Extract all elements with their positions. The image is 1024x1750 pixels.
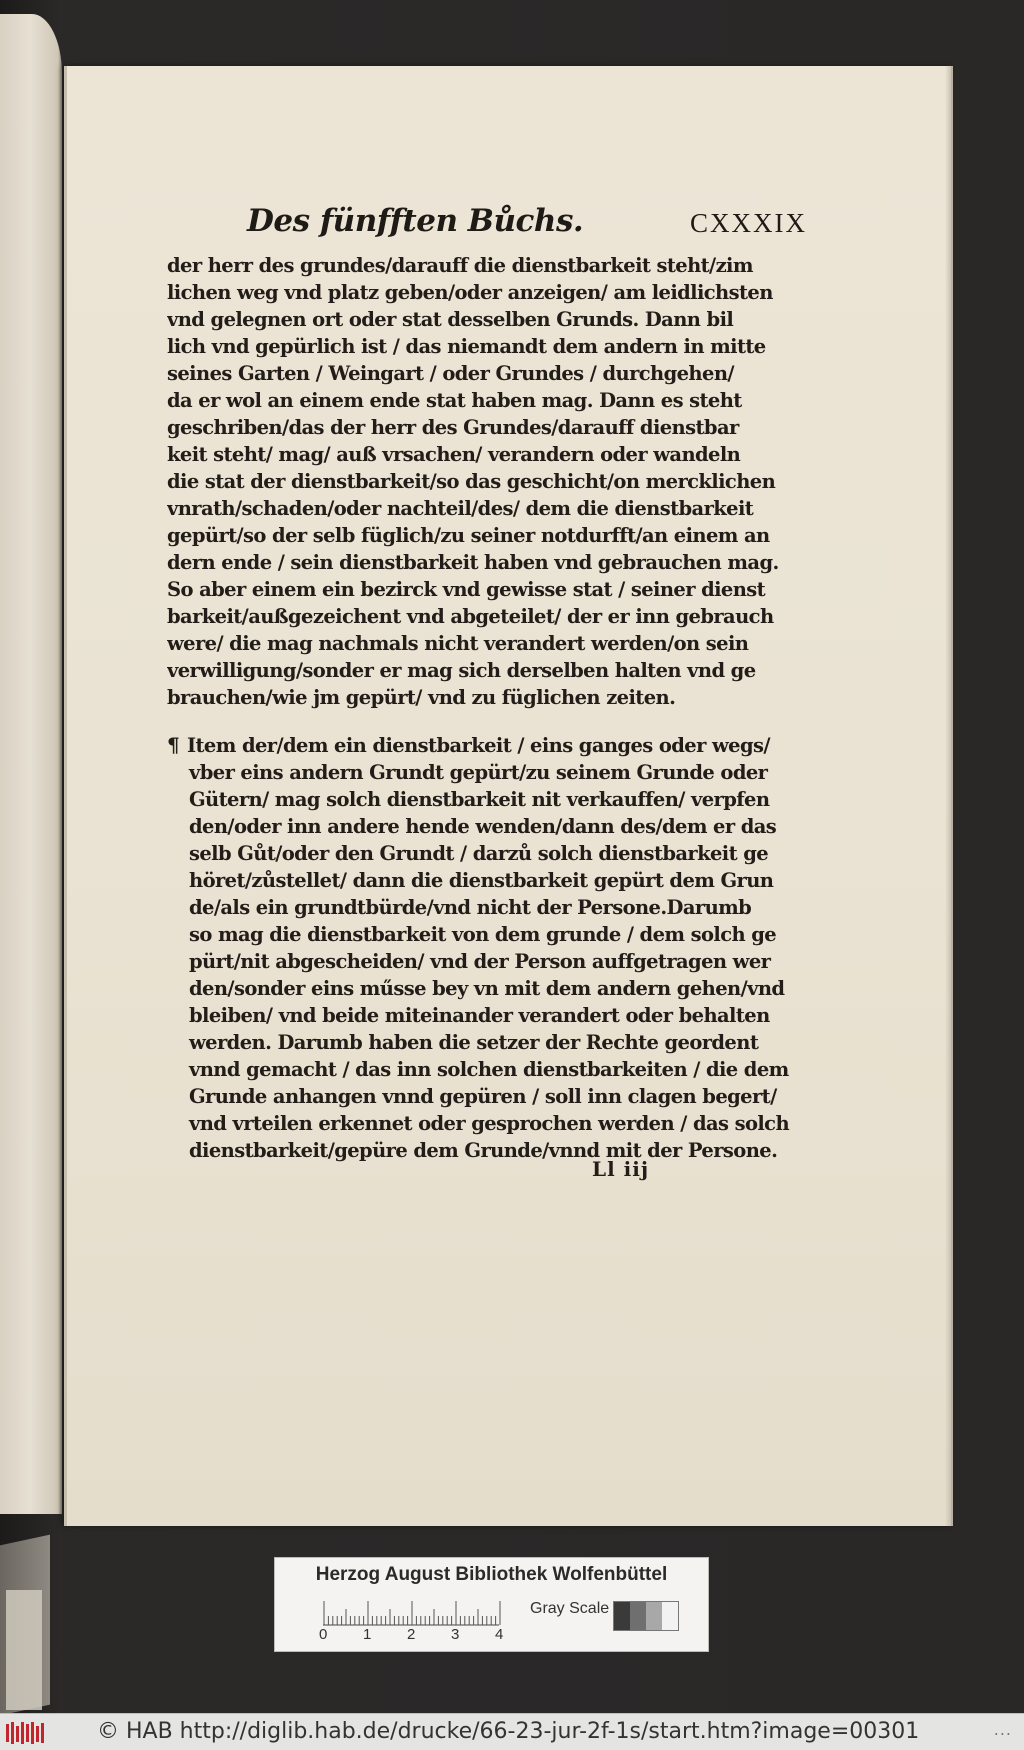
text-line: höret/zůstellet/ dann die dienstbarkeit gepürt dem Grun (189, 869, 774, 892)
hab-logo-icon (6, 1722, 46, 1744)
gray-swatch-cell (662, 1602, 678, 1630)
ruler-number: 2 (407, 1626, 416, 1643)
text-line: selb Gůt/oder den Grundt / darzů solch dienstbarkeit ge (189, 842, 769, 865)
gray-swatch-cell (614, 1602, 630, 1630)
text-line: den/sonder eins műsse bey vn mit dem andern gehen/vnd (189, 977, 785, 1000)
text-line (167, 732, 807, 759)
text-line: bleiben/ vnd beide miteinander verandert oder behalten (189, 1004, 770, 1027)
pilcrow-mark: ¶ (167, 733, 180, 757)
text-line: Gütern/ mag solch dienstbarkeit nit verkauffen/ verpfen (189, 788, 770, 811)
text-line: keit steht/ mag/ auß vrsachen/ verandern oder wandeln (167, 443, 741, 466)
paragraph-2 (167, 732, 807, 1164)
ruler-number: 0 (319, 1626, 328, 1643)
text-line: vber eins andern Grundt gepürt/zu seinem Grunde oder (189, 761, 768, 784)
text-line: lich vnd gepürlich ist / das niemandt dem andern in mitte (167, 335, 766, 358)
spine-label (6, 1590, 42, 1710)
text-line: gepürt/so der selb füglich/zu seiner notdurfft/an einem an (167, 524, 770, 547)
ruler-number: 1 (363, 1626, 372, 1643)
text-line: vnd vrteilen erkennet oder gesprochen werden / das solch (189, 1112, 790, 1135)
text-line: geschriben/das der herr des Grundes/darauff dienstbar (167, 416, 739, 439)
text-line: So aber einem ein bezirck vnd gewisse stat / seiner dienst (167, 578, 766, 601)
text-line: so mag die dienstbarkeit von dem grunde / dem solch ge (189, 923, 777, 946)
text-line: da er wol an einem ende stat haben mag. Dann es steht (167, 389, 742, 412)
text-line: were/ die mag nachmals nicht verandert werden/on sein (167, 632, 749, 655)
ruler-number: 4 (495, 1626, 504, 1643)
text-line: werden. Darumb haben die setzer der Rechte geordent (189, 1031, 759, 1054)
ruler-number: 3 (451, 1626, 460, 1643)
text-line: vnnd gemacht / das inn solchen dienstbarkeiten / die dem (189, 1058, 789, 1081)
text-line: de/als ein grundtbürde/vnd nicht der Persone.Darumb (189, 896, 752, 919)
text-line: brauchen/wie jm gepürt/ vnd zu füglichen zeiten. (167, 686, 676, 709)
scale-ruler (323, 1598, 519, 1626)
text-line: verwilligung/sonder er mag sich derselben halten vnd ge (167, 659, 756, 682)
text-line-content: Item der/dem ein dienstbarkeit / eins ganges oder wegs/ (187, 734, 770, 757)
text-line: seines Garten / Weingart / oder Grundes / durchgehen/ (167, 362, 734, 385)
signature-mark: Ll iij (592, 1157, 650, 1181)
text-line: den/oder inn andere hende wenden/dann des/dem er das (189, 815, 777, 838)
library-name: Herzog August Bibliothek Wolfenbüttel (315, 1564, 668, 1585)
gray-swatch-cell (630, 1602, 646, 1630)
text-line: dienstbarkeit/gepüre dem Grunde/vnnd mit der Persone. (189, 1139, 778, 1162)
gray-scale-label: Gray Scale (530, 1600, 610, 1617)
text-line: vnrath/schaden/oder nachteil/des/ dem die dienstbarkeit (167, 497, 754, 520)
previous-page-edge (0, 14, 62, 1514)
library-color-card (274, 1557, 709, 1652)
text-line: vnd gelegnen ort oder stat desselben Grunds. Dann bil (167, 308, 734, 331)
text-line: lichen weg vnd platz geben/oder anzeigen/ am leidlichsten (167, 281, 773, 304)
text-line: der herr des grundes/darauff die dienstbarkeit steht/zim (167, 254, 753, 277)
source-url-text[interactable]: © HAB http://diglib.hab.de/drucke/66-23-jur-2f-1s/start.htm?image=00301 (97, 1719, 920, 1744)
status-bar (0, 1713, 1024, 1750)
scale-ruler-numbers (317, 1626, 547, 1646)
paragraph-1 (167, 252, 807, 711)
more-ellipsis[interactable]: ... (993, 1720, 1012, 1739)
gray-scale-swatch (613, 1601, 679, 1631)
running-head-title: Des fünfften Bůchs. (247, 203, 584, 239)
text-line: die stat der dienstbarkeit/so das geschicht/on mercklichen (167, 470, 776, 493)
folio-number: CXXXIX (690, 208, 807, 238)
text-line: Grunde anhangen vnnd gepüren / soll inn clagen begert/ (189, 1085, 777, 1108)
text-line: pürt/nit abgescheiden/ vnd der Person auffgetragen wer (189, 950, 771, 973)
gray-swatch-cell (646, 1602, 662, 1630)
book-page (64, 66, 951, 1526)
text-line: barkeit/außgezeichent vnd abgeteilet/ der er inn gebrauch (167, 605, 774, 628)
text-line: dern ende / sein dienstbarkeit haben vnd gebrauchen mag. (167, 551, 779, 574)
running-head (247, 203, 807, 253)
